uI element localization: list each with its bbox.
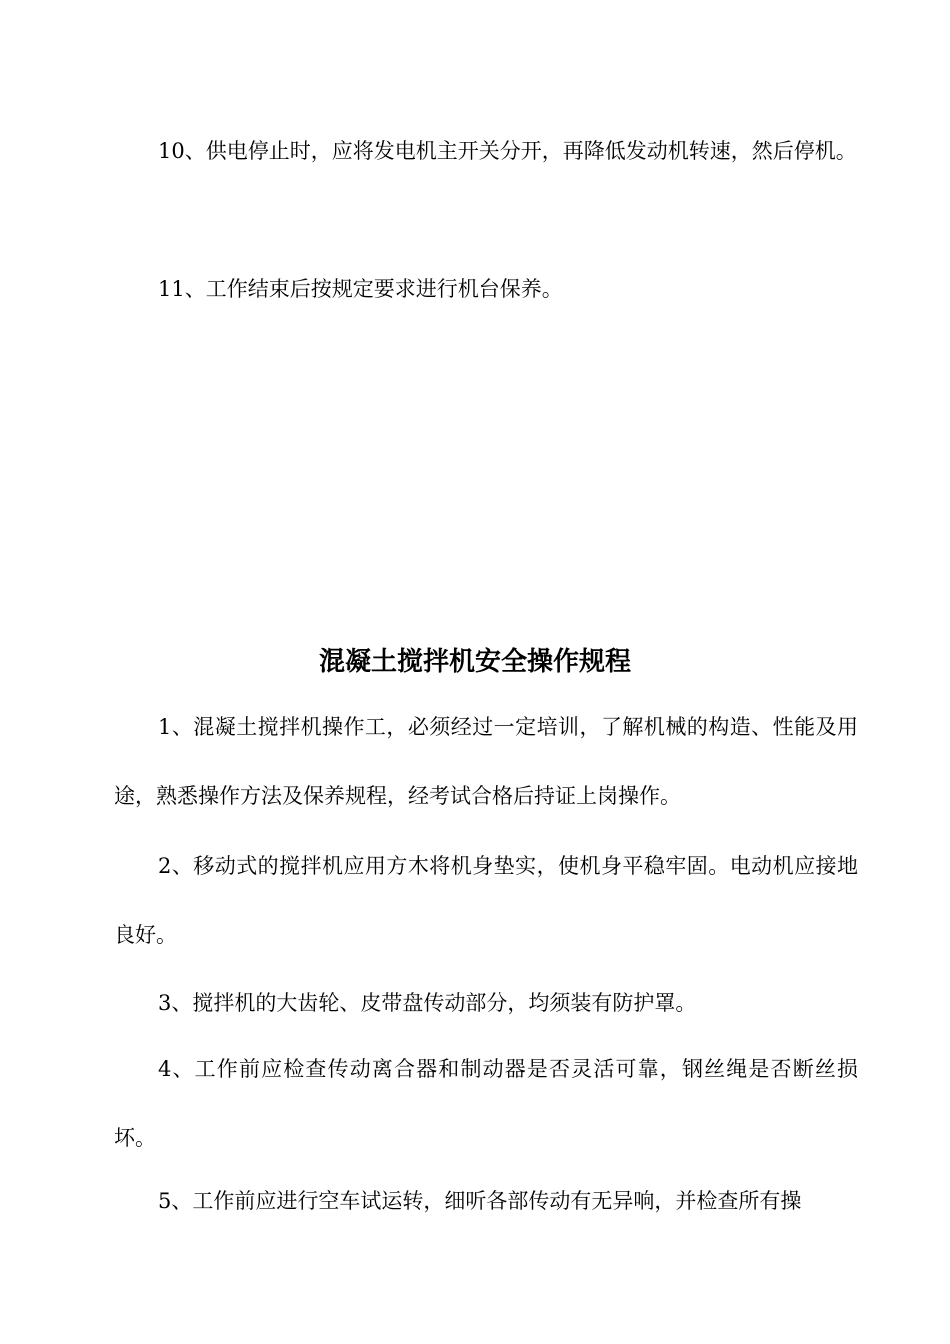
paragraph-item-2: 2、移动式的搅拌机应用方木将机身垫实，使机身平稳牢固。电动机应接地良好。: [114, 854, 858, 947]
paragraph-item-4: 4、工作前应检查传动离合器和制动器是否灵活可靠，钢丝绳是否断丝损坏。: [114, 1057, 858, 1150]
paragraph-item-3: 3、搅拌机的大齿轮、皮带盘传动部分，均须装有防护罩。: [158, 991, 697, 1015]
paragraph-item-10: 10、供电停止时，应将发电机主开关分开，再降低发动机转速，然后停机。: [158, 139, 857, 163]
paragraph-item-5: 5、工作前应进行空车试运转，细听各部传动有无异响，并检查所有操: [158, 1189, 802, 1213]
paragraph-item-1: 1、混凝土搅拌机操作工，必须经过一定培训，了解机械的构造、性能及用途，熟悉操作方法及保养规程，经考试合格后持证上岗操作。: [114, 715, 858, 808]
paragraph-item-11: 11、工作结束后按规定要求进行机台保养。: [158, 277, 563, 301]
section-title: 混凝土搅拌机安全操作规程: [318, 647, 631, 677]
